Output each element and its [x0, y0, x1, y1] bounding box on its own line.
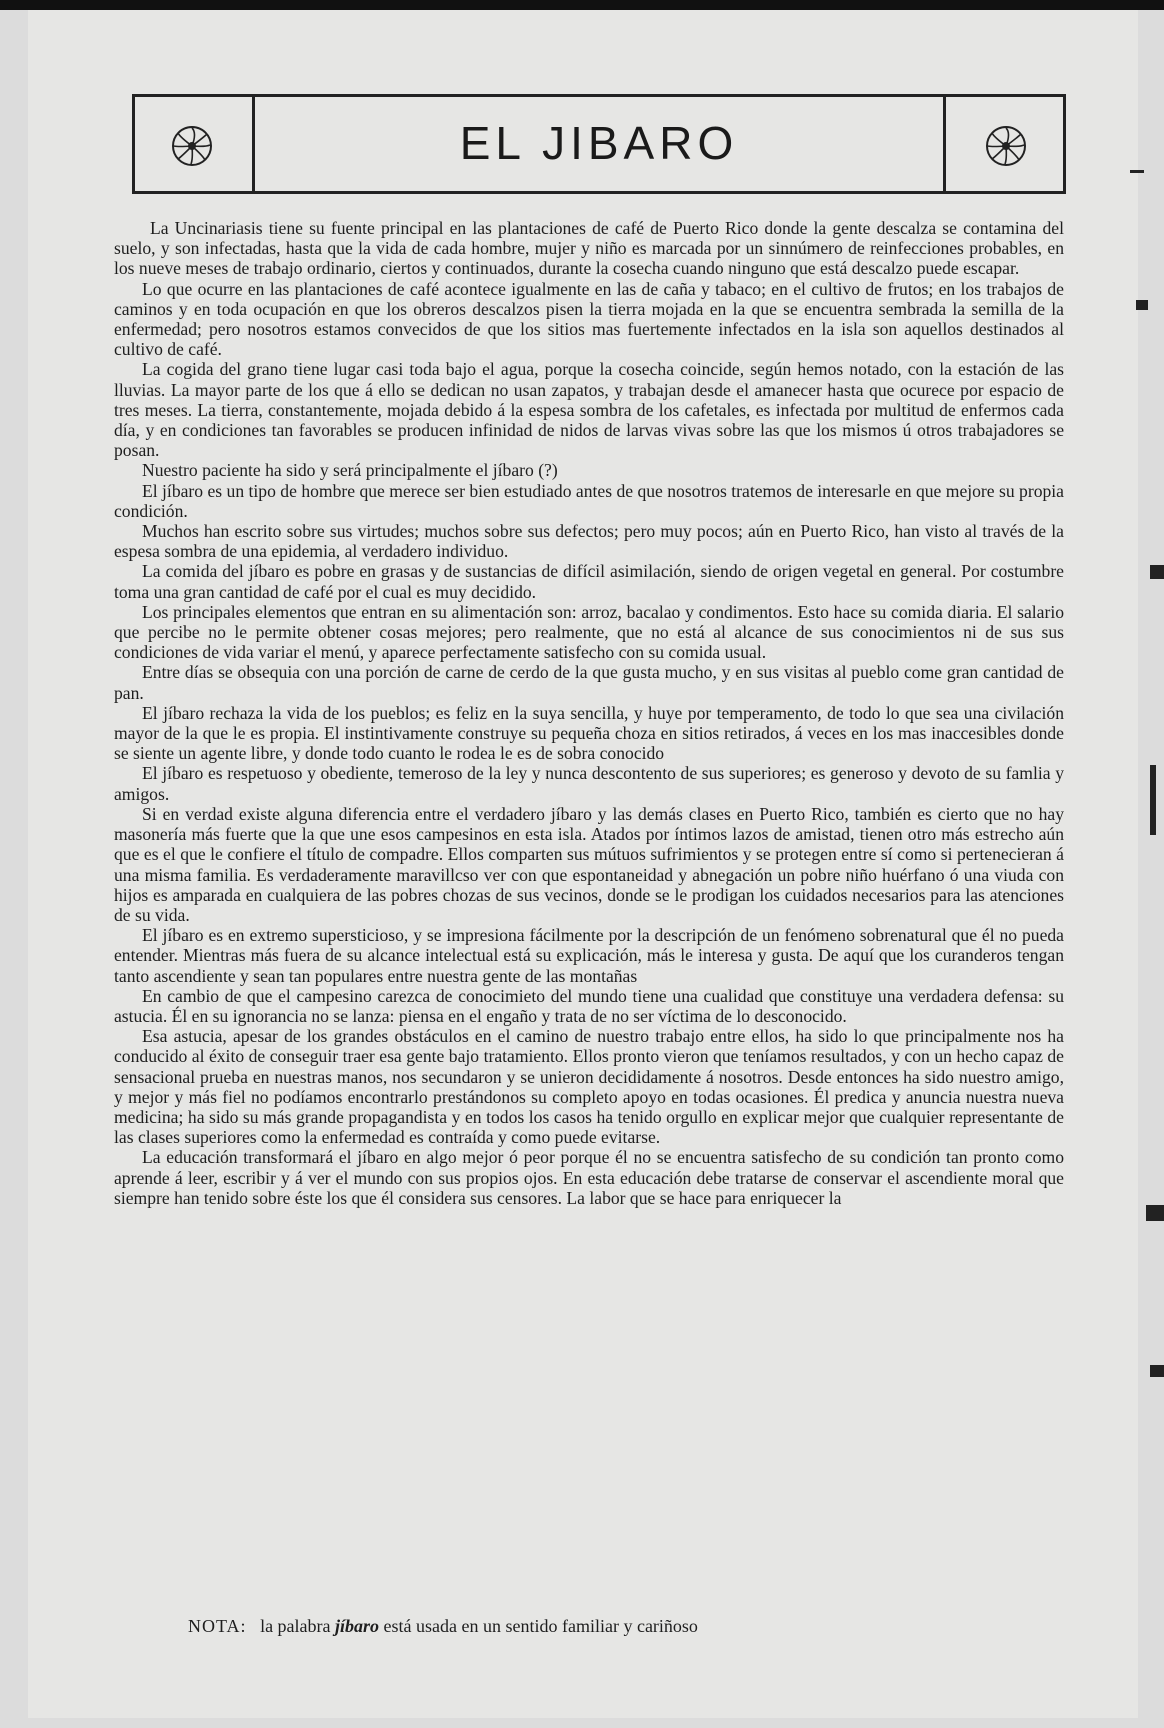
scan-edge-mark	[1136, 300, 1148, 310]
rosette-icon	[171, 125, 213, 167]
scan-top-edge	[0, 0, 1164, 10]
scan-edge-mark	[1146, 1205, 1164, 1221]
paragraph: El jíbaro es en extremo supersticioso, y se impresiona fácilmente por la descripción de un fenómeno sobrenatural que él no pueda entender. Mientras más fuera de su alcance intelectual está su explicación, más le interesa y gusta. De aquí que los curanderos tengan tanto ascendiente y sean tan populares entre nuestra gente de las montañas	[114, 925, 1064, 986]
paragraph: El jíbaro es respetuoso y obediente, temeroso de la ley y nunca descontento de sus superiores; es generoso y devoto de su famlia y amigos.	[114, 763, 1064, 804]
footnote-text-after: está usada en un sentido familiar y cariñoso	[383, 1616, 698, 1636]
footnote-word: jíbaro	[335, 1616, 380, 1636]
paragraph: La Uncinariasis tiene su fuente principal en las plantaciones de café de Puerto Rico donde la gente descalza se contamina del suelo, y son infectadas, hasta que la vida de cada hombre, mujer y niño es marcada por un sinnúmero de reinfecciones probables, en los nueve meses de trabajo ordinario, ciertos y continuados, durante la cosecha cuando ninguno que está descalzo puede escapar.	[114, 218, 1064, 279]
footnote-text-before: la palabra	[260, 1616, 331, 1636]
scan-edge-mark	[1150, 765, 1156, 835]
header-divider-right	[943, 94, 946, 194]
header-rule-top	[252, 94, 946, 97]
paragraph: Nuestro paciente ha sido y será principalmente el jíbaro (?)	[142, 460, 558, 481]
footnote-label: NOTA:	[188, 1616, 247, 1636]
scan-edge-mark	[1150, 565, 1164, 579]
paragraph: La comida del jíbaro es pobre en grasas y de sustancias de difícil asimilación, siendo de origen vegetal en general. Por costumbre toma una gran cantidad de café por el cual es muy decidido.	[114, 561, 1064, 602]
paragraph: La cogida del grano tiene lugar casi toda bajo el agua, porque la cosecha coincide, según hemos notado, con la estación de las lluvias. La mayor parte de los que á ello se dedican no usan zapatos, y trabajan desde el amanecer hasta que ocurece por espacio de tres meses. La tierra, constantemente, mojada debido á la espesa sombra de los cafetales, es infectada por multitud de enfermos cada día, y en condiciones tan favorables se producen infinidad de nidos de larvas vivas sobre las que los mismos ú otros trabajadores se posan.	[114, 359, 1064, 461]
article-body	[114, 218, 1064, 1208]
header-box	[132, 94, 1066, 194]
header-rule-bottom	[252, 191, 946, 194]
paragraph: Entre días se obsequia con una porción de carne de cerdo de la que gusta mucho, y en sus visitas al pueblo come gran cantidad de pan.	[114, 662, 1064, 703]
scan-edge-mark	[1130, 170, 1144, 173]
paragraph: Muchos han escrito sobre sus virtudes; muchos sobre sus defectos; pero muy pocos; aún en Puerto Rico, han visto al través de la espesa sombra de una epidemia, al verdadero individuo.	[114, 521, 1064, 562]
paragraph: El jíbaro es un tipo de hombre que merece ser bien estudiado antes de que nosotros tratemos de interesarle en que mejore su propia condición.	[114, 480, 1064, 521]
paragraph: Si en verdad existe alguna diferencia entre el verdadero jíbaro y las demás clases en Puerto Rico, también es cierto que no hay masonería más fuerte que la que une esos campesinos en esta isla. Atados por íntimos lazos de amistad, tienen otro más estrecho aún que es el que le confiere el título de compadre. Ellos comparten sus mútuos sufrimientos y se protegen entre sí como si pertenecieran á una misma familia. Es verdaderamente maravillcso ver con que espontaneidad y abnegación un pobre niño huérfano ó una viuda con hijos es amparada en cualquiera de las pobres chozas de sus vecinos, donde se le prodigan los cuidados necesarios para las atenciones de su vida.	[114, 803, 1064, 925]
paragraph: Lo que ocurre en las plantaciones de café acontece igualmente en las de caña y tabaco; en el cultivo de frutos; en los trabajos de caminos y en toda ocupación en que los obreros descalzos pisen la tierra mojada en la que se encuentra sembrada la semilla de la enfermedad; pero nosotros estamos convecidos de que los sitios mas fuertemente infectados en la isla son aquellos destinados al cultivo de café.	[114, 278, 1064, 360]
paragraph: El jíbaro rechaza la vida de los pueblos; es feliz en la suya sencilla, y huye por temperamento, de todo lo que sea una civilación mayor de la que le es propia. El instintivamente construye su pequeña choza en sitios retirados, á veces en los mas inaccesibles donde se siente un agente libre, y donde todo cuanto le rodea le es de sobra conocido	[114, 702, 1064, 764]
footnote	[188, 1616, 698, 1637]
page-title: EL JIBARO	[459, 117, 739, 169]
scan-edge-mark	[1150, 1365, 1164, 1377]
rosette-icon	[985, 125, 1027, 167]
paragraph: La educación transformará el jíbaro en algo mejor ó peor porque él no se encuentra satisfecho de su condición tan pronto como aprende á leer, escribir y á ver el mundo con sus propios ojos. En esta educación debe tratarse de conservar el ascendiente moral que siempre han tenido sobre éste los que él considera sus censores. La labor que se hace para enriquecer la	[114, 1147, 1064, 1208]
paragraph: Los principales elementos que entran en su alimentación son: arroz, bacalao y condimentos. Esto hace su comida diaria. El salario que percibe no le permite obtener cosas mejores; pero realmente, que no está al alcance de sus conocimientos ni de sus sus condiciones de vida variar el menú, y aparece perfectamente satisfecho con su comida usual.	[114, 601, 1064, 663]
paragraph: En cambio de que el campesino carezca de conocimieto del mundo tiene una cualidad que constituye una verdadera defensa: su astucia. Él en su ignorancia no se lanza: piensa en el engaño y trata de no ser víctima de lo desconocido.	[114, 985, 1064, 1026]
paragraph: Esa astucia, apesar de los grandes obstáculos en el camino de nuestro trabajo entre ellos, ha sido lo que principalmente nos ha conducido al éxito de conseguir traer esa gente bajo tratamiento. Ellos pronto vieron que teníamos resultados, y con un hecho capaz de sensacional prueba en nuestras manos, nos secundaron y se unieron decididamente á nosotros. Desde entonces ha sido nuestro amigo, y mejor y más fiel no podíamos encontrarlo prestándonos su completo apoyo en todas ocasiones. Él predica y anuncia nuestra nueva medicina; ha sido su más grande propagandista y en todos los casos ha tenido orgullo en explicar mejor que cualquier representante de las clases superiores como la enfermedad es contraída y como puede evitarse.	[114, 1026, 1064, 1148]
